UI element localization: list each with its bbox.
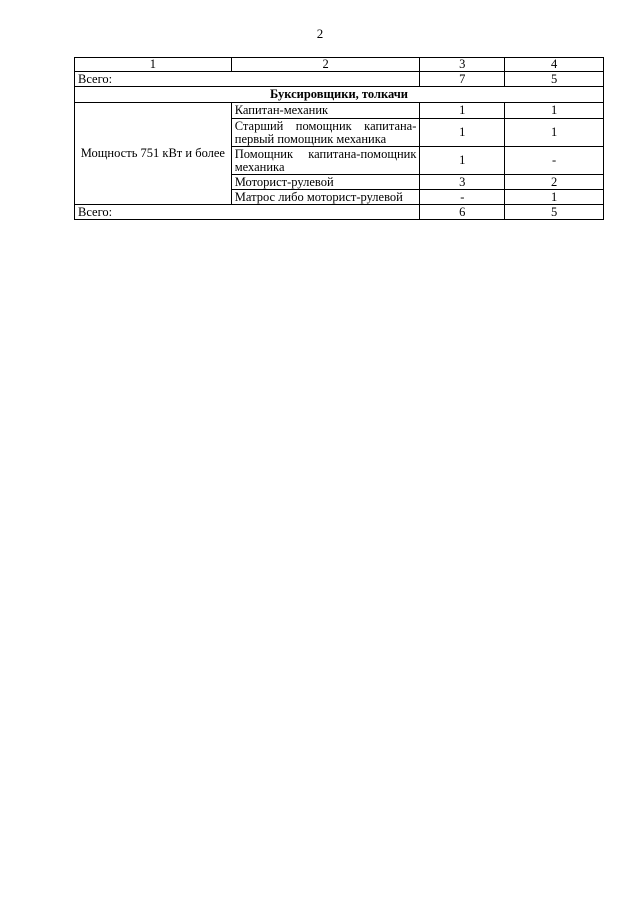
header-col-3: 3 — [420, 58, 505, 72]
position-cell: Помощник капитана-помощник механика — [231, 147, 420, 175]
position-cell: Матрос либо моторист-рулевой — [231, 190, 420, 205]
position-cell: Капитан-механик — [231, 103, 420, 119]
crew-table — [74, 57, 604, 220]
value-cell: - — [420, 190, 505, 205]
total-label: Всего: — [75, 205, 420, 220]
header-col-2: 2 — [231, 58, 420, 72]
table-row — [75, 103, 604, 119]
value-cell: 2 — [505, 175, 604, 190]
value-cell: 1 — [420, 103, 505, 119]
total-col-3: 7 — [420, 72, 505, 87]
total-row-top — [75, 72, 604, 87]
group-label: Мощность 751 кВт и более — [75, 103, 232, 205]
page-number: 2 — [316, 26, 324, 41]
value-cell: 1 — [505, 190, 604, 205]
total-col-4: 5 — [505, 72, 604, 87]
section-title: Буксировщики, толкачи — [75, 87, 604, 103]
section-row — [75, 87, 604, 103]
position-cell: Моторист-рулевой — [231, 175, 420, 190]
header-col-4: 4 — [505, 58, 604, 72]
value-cell: 1 — [505, 103, 604, 119]
value-cell: 3 — [420, 175, 505, 190]
total-col-3: 6 — [420, 205, 505, 220]
total-col-4: 5 — [505, 205, 604, 220]
header-col-1: 1 — [75, 58, 232, 72]
total-row-bottom — [75, 205, 604, 220]
value-cell: 1 — [420, 147, 505, 175]
value-cell: 1 — [505, 119, 604, 147]
position-cell: Старший помощник капитана-первый помощник механика — [231, 119, 420, 147]
value-cell: 1 — [420, 119, 505, 147]
table-header-row — [75, 58, 604, 72]
total-label: Всего: — [75, 72, 420, 87]
value-cell: - — [505, 147, 604, 175]
